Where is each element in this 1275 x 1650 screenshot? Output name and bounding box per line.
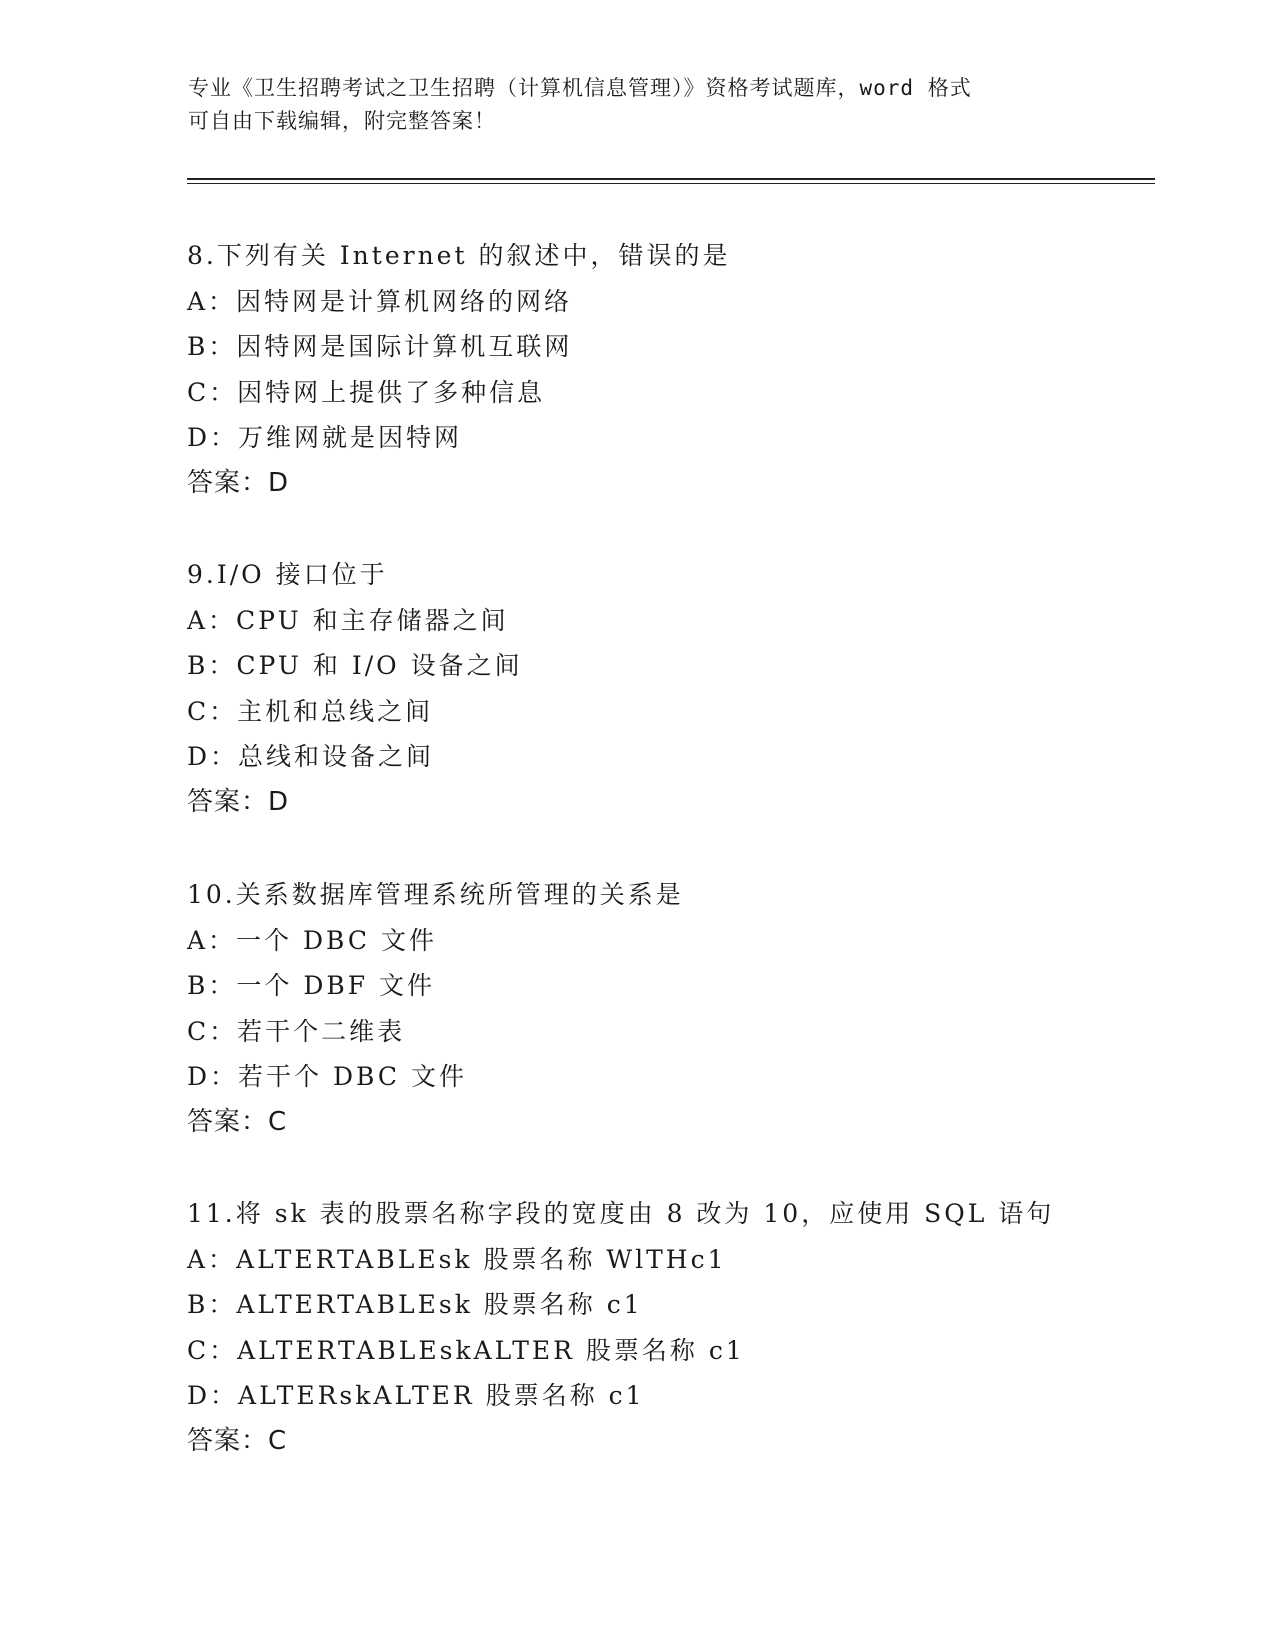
option-d: D：ALTERskALTER 股票名称 c1	[187, 1381, 645, 1410]
answer-line: 答案：C	[187, 1425, 288, 1456]
question-stem: 8.下列有关 Internet 的叙述中，错误的是	[187, 241, 731, 270]
option-a: A：因特网是计算机网络的网络	[187, 286, 573, 316]
question-stem: 11.将 sk 表的股票名称字段的宽度由 8 改为 10，应使用 SQL 语句	[187, 1199, 1055, 1228]
document-header	[188, 72, 1088, 138]
header-divider-thick	[187, 178, 1155, 180]
option-a: A：CPU 和主存储器之间	[187, 605, 509, 635]
answer-line: 答案：D	[187, 786, 290, 817]
answer-line: 答案：D	[187, 467, 290, 498]
option-a: A：ALTERTABLEsk 股票名称 WlTHc1	[187, 1244, 727, 1274]
question-8	[187, 233, 1187, 506]
header-line-1: 专业《卫生招聘考试之卫生招聘（计算机信息管理）》资格考试题库，word 格式	[188, 76, 972, 100]
question-10	[187, 872, 1187, 1145]
option-d: D：总线和设备之间	[187, 742, 435, 771]
option-c: C：主机和总线之间	[187, 696, 434, 726]
header-divider-thin	[187, 183, 1155, 184]
option-d: D：若干个 DBC 文件	[187, 1062, 467, 1091]
question-stem: 10.关系数据库管理系统所管理的关系是	[187, 880, 684, 909]
option-c: C：因特网上提供了多种信息	[187, 377, 546, 407]
question-9	[187, 552, 1187, 825]
option-c: C：若干个二维表	[187, 1016, 406, 1046]
option-b: B：一个 DBF 文件	[187, 971, 436, 1000]
option-c: C：ALTERTABLEskALTER 股票名称 c1	[187, 1335, 745, 1365]
question-stem: 9.I/O 接口位于	[187, 560, 388, 589]
option-b: B：CPU 和 I/O 设备之间	[187, 651, 523, 680]
header-line-2: 可自由下载编辑，附完整答案！	[188, 109, 496, 133]
option-d: D：万维网就是因特网	[187, 423, 463, 452]
answer-line: 答案：C	[187, 1106, 288, 1137]
question-11	[187, 1191, 1187, 1464]
option-a: A：一个 DBC 文件	[187, 925, 437, 955]
option-b: B：因特网是国际计算机互联网	[187, 332, 573, 361]
option-b: B：ALTERTABLEsk 股票名称 c1	[187, 1290, 643, 1319]
